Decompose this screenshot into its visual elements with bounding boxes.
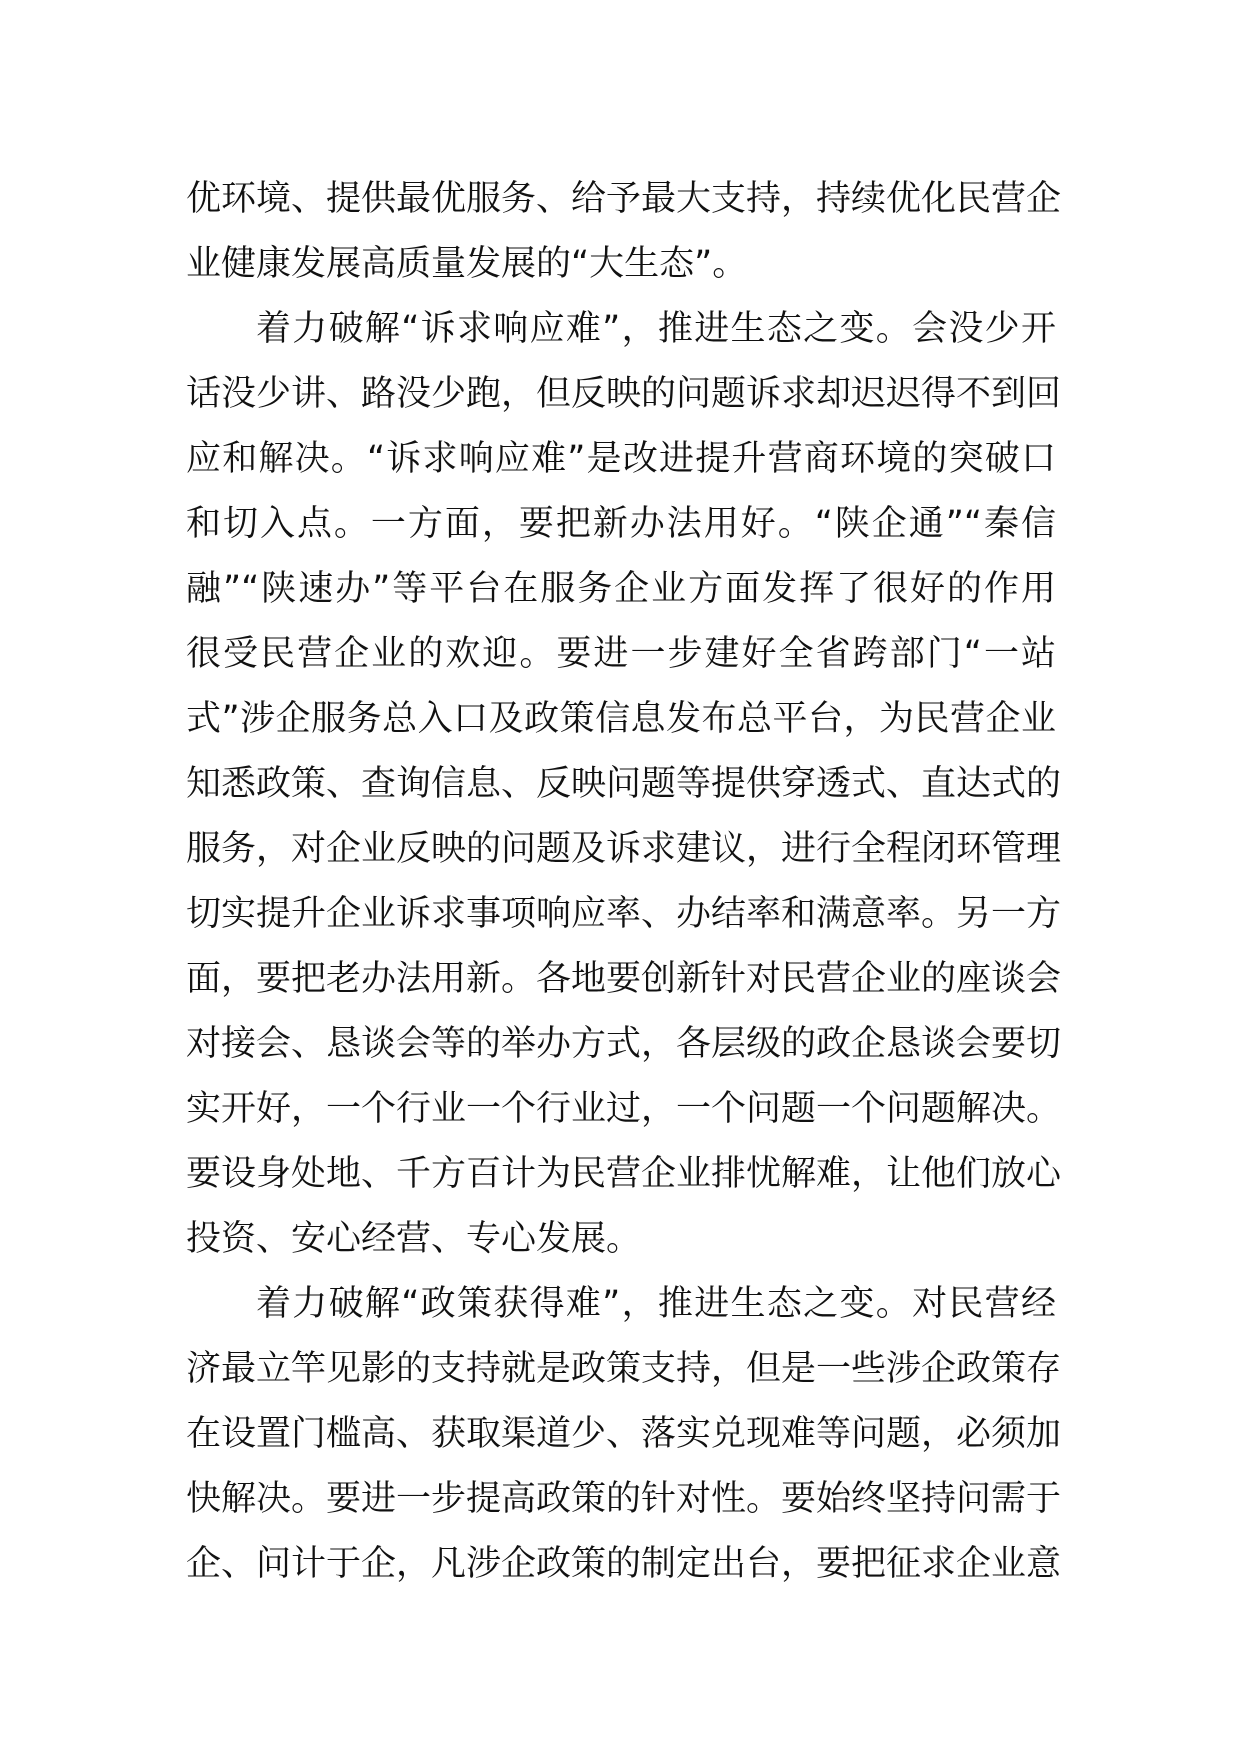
text-line: 应和解决。“诉求响应难”是改进提升营商环境的突破口: [186, 439, 1056, 479]
text-line: 济最立竿见影的支持就是政策支持，但是一些涉企政策存: [186, 1349, 1062, 1389]
text-line: 在设置门槛高、获取渠道少、落实兑现难等问题，必须加: [186, 1414, 1062, 1454]
text-line: 和切入点。一方面，要把新办法用好。“陕企通”“秦信: [186, 504, 1056, 544]
text-line: 面，要把老办法用新。各地要创新针对民营企业的座谈会: [186, 959, 1062, 999]
paragraph-first-line: 着力破解“诉求响应难”，推进生态之变。会没少开: [256, 309, 1056, 349]
text-line: 业健康发展高质量发展的“大生态”。: [186, 244, 748, 284]
text-line: 企、问计于企，凡涉企政策的制定出台，要把征求企业意: [186, 1544, 1062, 1584]
text-line: 话没少讲、路没少跑，但反映的问题诉求却迟迟得不到回: [186, 374, 1062, 414]
text-line: 切实提升企业诉求事项响应率、办结率和满意率。另一方: [186, 894, 1062, 934]
text-line: 融”“陕速办”等平台在服务企业方面发挥了很好的作用: [186, 569, 1056, 609]
text-line: 优环境、提供最优服务、给予最大支持，持续优化民营企: [186, 179, 1062, 219]
text-line: 对接会、恳谈会等的举办方式，各层级的政企恳谈会要切: [186, 1024, 1062, 1064]
text-line: 实开好，一个行业一个行业过，一个问题一个问题解决。: [186, 1089, 1062, 1129]
text-line: 要设身处地、千方百计为民营企业排忧解难，让他们放心: [186, 1154, 1062, 1194]
document-body: [186, 167, 1062, 1597]
text-line: 式”涉企服务总入口及政策信息发布总平台，为民营企业: [186, 699, 1056, 739]
text-line: 投资、安心经营、专心发展。: [186, 1219, 642, 1259]
text-line: 很受民营企业的欢迎。要进一步建好全省跨部门“一站: [186, 634, 1056, 674]
text-line: 快解决。要进一步提高政策的针对性。要始终坚持问需于: [186, 1479, 1062, 1519]
text-line: 知悉政策、查询信息、反映问题等提供穿透式、直达式的: [186, 764, 1062, 804]
paragraph-first-line: 着力破解“政策获得难”，推进生态之变。对民营经: [256, 1284, 1056, 1324]
text-line: 服务，对企业反映的问题及诉求建议，进行全程闭环管理: [186, 829, 1062, 869]
